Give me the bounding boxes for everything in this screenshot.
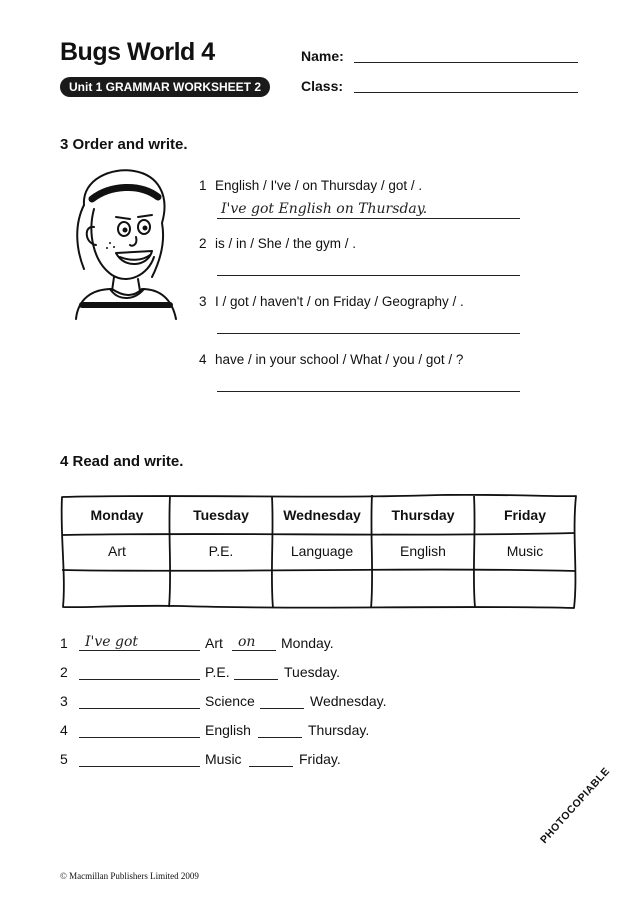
- answer-line-1[interactable]: [217, 197, 520, 219]
- question-1: 1 English / I've / on Thursday / got / .: [199, 178, 423, 193]
- unit-badge: Unit 1 GRAMMAR WORKSHEET 2: [60, 77, 270, 97]
- class-field[interactable]: [354, 92, 578, 93]
- sentence-3-blank-2[interactable]: [260, 693, 304, 709]
- question-3: 3 I / got / haven't / on Friday / Geography / .: [199, 294, 464, 309]
- copyright-notice: © Macmillan Publishers Limited 2009: [60, 871, 199, 881]
- timetable-day-thursday: Thursday: [391, 507, 455, 523]
- timetable-day-wednesday: Wednesday: [283, 507, 361, 523]
- section-3-title: 3 Order and write.: [60, 136, 188, 153]
- name-field[interactable]: [354, 62, 578, 63]
- sentence-1: 1 I've got Art on Monday.: [60, 634, 334, 651]
- timetable-subject-thursday: English: [400, 543, 446, 559]
- photocopiable-label: PHOTOCOPIABLE: [538, 765, 613, 847]
- question-4: 4 have / in your school / What / you / got / ?: [199, 352, 464, 367]
- timetable-subject-monday: Art: [108, 543, 126, 559]
- sentence-2: 2 P.E. Tuesday.: [60, 664, 341, 680]
- sentence-4-blank-1[interactable]: [79, 722, 200, 738]
- worksheet-title: Bugs World 4: [60, 38, 215, 66]
- section-4-title: 4 Read and write.: [60, 453, 184, 470]
- timetable-day-tuesday: Tuesday: [193, 507, 249, 523]
- sentence-5-blank-2[interactable]: [249, 751, 293, 767]
- timetable-subject-wednesday: Language: [290, 543, 354, 559]
- sentence-2-blank-1[interactable]: [79, 664, 200, 680]
- answer-line-3[interactable]: [217, 312, 520, 334]
- sentence-1-blank-1[interactable]: I've got: [79, 635, 200, 651]
- answer-line-4[interactable]: [217, 370, 520, 392]
- timetable-subject-friday: Music: [506, 543, 544, 559]
- question-2: 2 is / in / She / the gym / .: [199, 236, 357, 251]
- girl-illustration: [62, 165, 180, 320]
- sentence-2-blank-2[interactable]: [234, 664, 278, 680]
- timetable-day-friday: Friday: [503, 507, 546, 523]
- answer-line-2[interactable]: [217, 254, 520, 276]
- timetable-subject-tuesday: P.E.: [208, 543, 234, 559]
- sentence-5-blank-1[interactable]: [79, 751, 200, 767]
- sentence-4: 4 English Thursday.: [60, 722, 370, 738]
- sentence-3-blank-1[interactable]: [79, 693, 200, 709]
- timetable-day-monday: Monday: [90, 507, 144, 523]
- answer-text-1: I've got English on Thursday.: [221, 201, 428, 217]
- sentence-4-blank-2[interactable]: [258, 722, 302, 738]
- class-label: Class:: [301, 78, 344, 94]
- sentence-3: 3 Science Wednesday.: [60, 693, 387, 709]
- name-label: Name:: [301, 48, 344, 64]
- sentence-1-blank-2[interactable]: on: [232, 635, 276, 651]
- sentence-5: 5 Music Friday.: [60, 751, 341, 767]
